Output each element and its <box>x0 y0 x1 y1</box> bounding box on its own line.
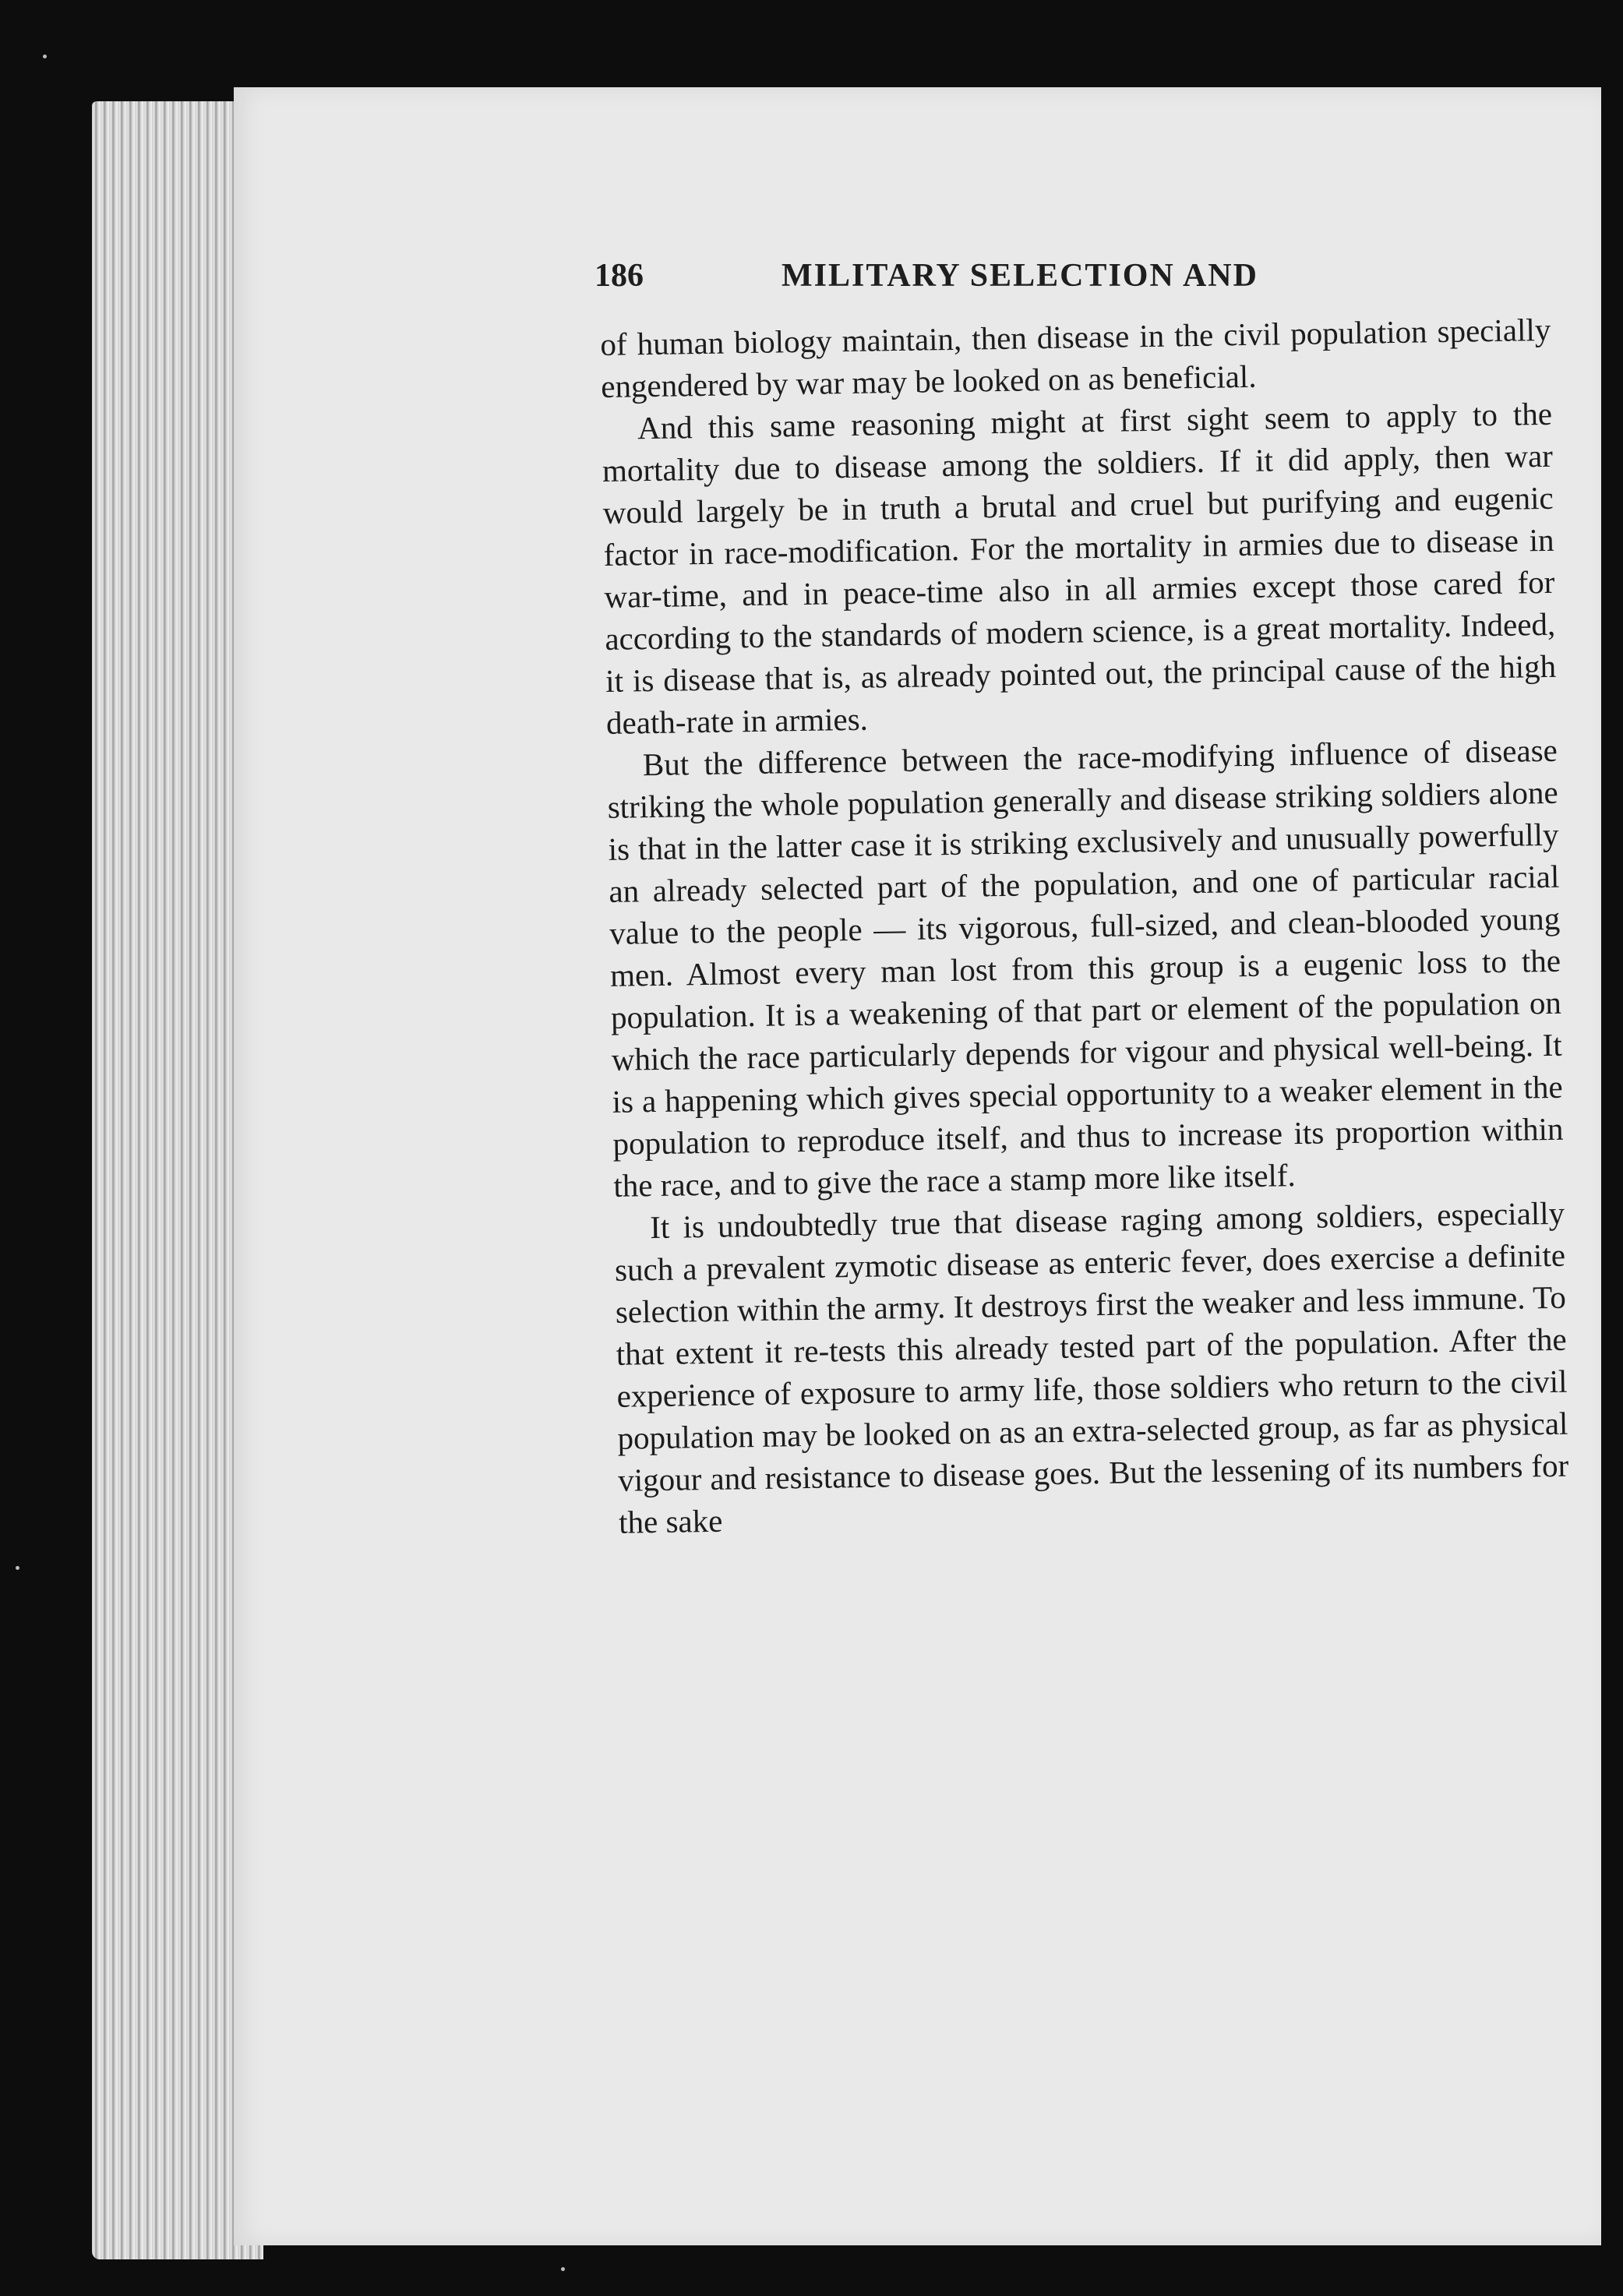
page-header <box>595 257 1311 301</box>
body-text <box>600 309 1569 1543</box>
dust-speck <box>561 2267 565 2271</box>
page-number: 186 <box>595 258 644 294</box>
paragraph: And this same reasoning might at first sight seem to apply to the mortality due to disease among the soldiers. If it did apply, then war would largely be in truth a brutal and cruel but purifying and eugenic factor in race-modification. For the mortality in armies due to disease in war-time, and in peace-time also in all armies except those cared for according to the standards of modern science, is a great mortality. Indeed, it is disease that is, as already pointed out, the principal cause of the high death-rate in armies. <box>602 395 1557 741</box>
running-title: MILITARY SELECTION AND <box>782 258 1258 294</box>
paragraph: of human biology maintain, then disease in the civil population specially engendered by war may be looked on as beneficial. <box>600 311 1551 404</box>
dust-speck <box>43 55 47 58</box>
dust-speck <box>16 1566 19 1570</box>
paragraph: But the difference between the race-modifying influence of disease striking the whole population generally and disease striking soldiers alone is that in the latter case it is striking exclusively and unusually powerfully an already selected part of the population, and one of particular racial value to the people — its vigorous, full-sized, and clean-blooded young men. Almost every man lost from this group is a eugenic loss to the population. It is a weakening of that part or element of the population on which the race particularly depends for vigour and physical well-being. It is a happening which gives special opportunity to a weaker element in the population to reproduce itself, and thus to increase its proportion within the race, and to give the race a stamp more like itself. <box>607 732 1564 1204</box>
paragraph: It is undoubtedly true that disease raging among soldiers, especially such a prevalent zymotic disease as enteric fever, does exercise a definite selection within the army. It destroys first the weaker and less immune. To that extent it re-tests this already tested part of the population. After the experience of exposure to army life, those soldiers who return to the civil population may be looked on as an extra-selected group, as far as physical vigour and resistance to disease goes. But the lessening of its numbers for the sake <box>614 1194 1569 1540</box>
